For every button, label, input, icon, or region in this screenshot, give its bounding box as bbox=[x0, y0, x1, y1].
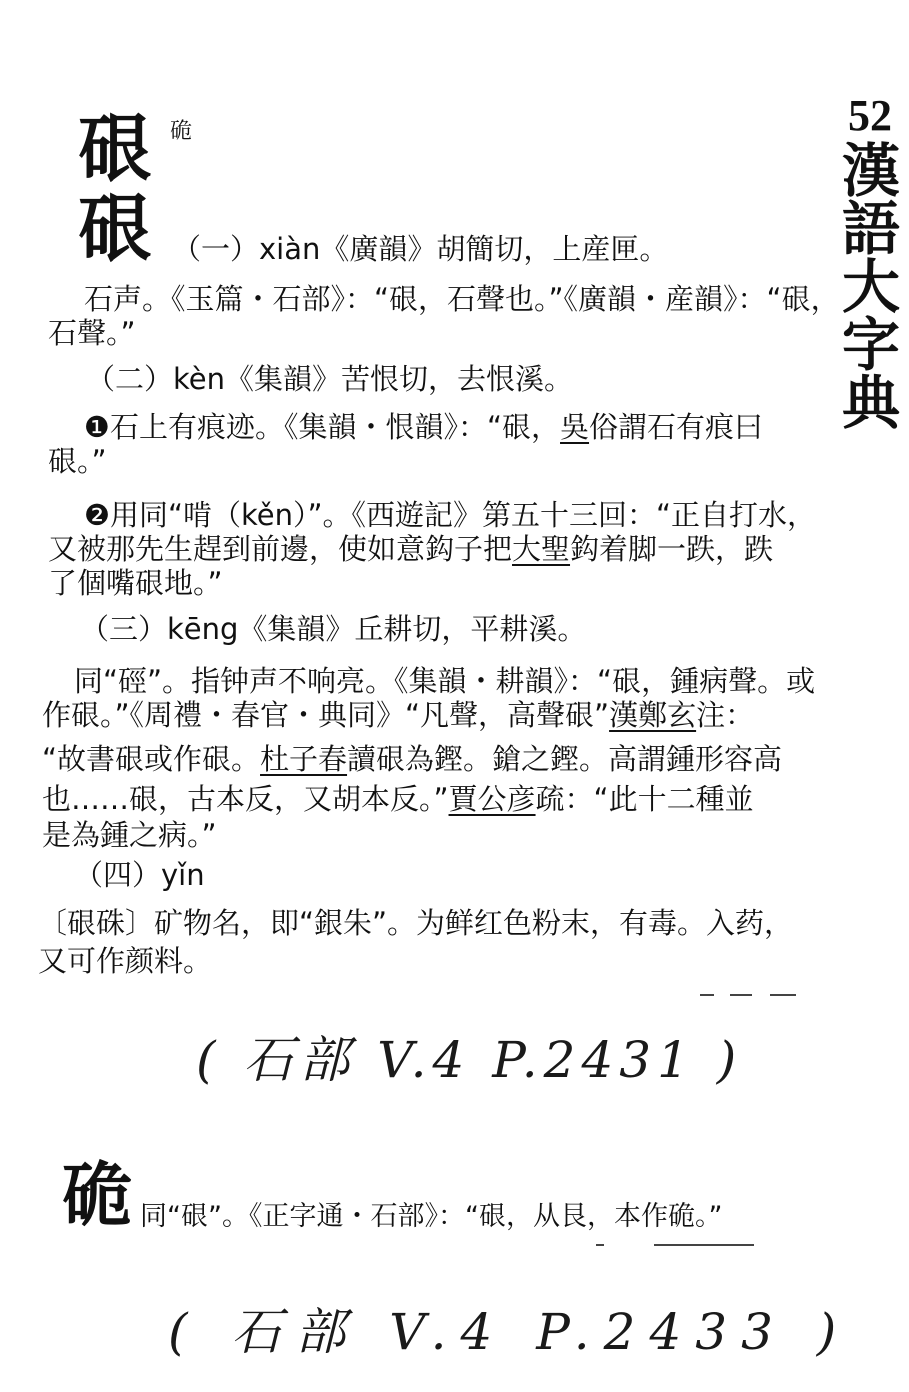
line-13c: 讀硍為鏗。鎗之鏗。高謂鍾形容高 bbox=[347, 742, 783, 776]
name-underlined-du-zichun: 杜子春 bbox=[260, 742, 348, 776]
entry1-line-2: 石声。《玉篇・石部》：“硍，石聲也。”《廣韻・産韻》：“硍， bbox=[84, 282, 840, 316]
entry1-line-7: ❷用同“啃（kěn）”。《西遊記》第五十三回：“正自打水， bbox=[84, 498, 817, 532]
scan-mark bbox=[596, 1244, 604, 1246]
entry1-reading-1: （一）xiàn《廣韻》胡簡切，上産匣。 bbox=[172, 232, 669, 266]
line-8a: 又被那先生趕到前邊，使如意鈎子把 bbox=[48, 532, 513, 566]
entry1-reading-3: （三）kēng《集韻》丘耕切，平耕溪。 bbox=[80, 612, 587, 646]
line-14a: 也……硍，古本反，又胡本反。” bbox=[42, 782, 449, 816]
entry1-head-char: 硍 bbox=[78, 106, 152, 192]
entry2-head-char: 硊 bbox=[62, 1154, 132, 1236]
name-underlined-zheng-xuan: 漢鄭玄 bbox=[609, 698, 697, 732]
line-5a: ❶石上有痕迹。《集韻・恨韻》：“硍， bbox=[84, 410, 561, 444]
entry1-line-6: 硍。” bbox=[48, 444, 107, 478]
entry1-line-18: 又可作颜料。 bbox=[38, 944, 213, 978]
page-number: 52 bbox=[848, 91, 892, 140]
entry1-reading-4: （四）yǐn bbox=[74, 858, 205, 892]
scan-mark bbox=[730, 994, 752, 996]
line-14c: 疏：“此十二種並 bbox=[535, 782, 754, 816]
entry2-definition: 同“硍”。《正字通・石部》：“硍，从艮，本作硊。” bbox=[140, 1201, 723, 1232]
name-underlined-dasheng: 大聖 bbox=[512, 532, 571, 566]
entry1-line-14 bbox=[42, 782, 754, 816]
name-underlined-jia-gongyan: 賈公彦 bbox=[448, 782, 536, 816]
line-12c: 注： bbox=[696, 698, 755, 732]
entry1-line-3: 石聲。” bbox=[48, 316, 136, 350]
line-5c: 俗謂石有痕曰 bbox=[589, 410, 764, 444]
entry1-line-8 bbox=[48, 532, 773, 566]
scan-mark bbox=[700, 994, 714, 996]
handwritten-reference-2: ( 石部 V.4 P.2433 ) bbox=[168, 1303, 851, 1361]
entry1-line-15: 是為鍾之病。” bbox=[42, 818, 217, 852]
dictionary-title: 漢語大字典 bbox=[832, 140, 900, 430]
line-8c: 鈎着脚一跌，跌 bbox=[570, 532, 774, 566]
entry1-line-11: 同“硜”。指钟声不响亮。《集韻・耕韻》：“硍，鍾病聲。或 bbox=[74, 664, 816, 698]
name-underlined-wu: 吳 bbox=[560, 410, 590, 444]
entry1-variant-char: 硍 bbox=[78, 186, 152, 272]
entry1-line-9: 了個嘴硍地。” bbox=[48, 566, 223, 600]
entry1-variant-small: 硊 bbox=[170, 119, 193, 144]
handwritten-reference-1: ( 石部 V.4 P.2431 ) bbox=[196, 1031, 743, 1089]
entry1-reading-2: （二）kèn《集韻》苦恨切，去恨溪。 bbox=[86, 362, 573, 396]
scan-mark bbox=[654, 1244, 754, 1246]
line-12a: 作硍。”《周禮・春官・典同》“凡聲，高聲硍” bbox=[42, 698, 610, 732]
entry1-line-12 bbox=[42, 698, 754, 732]
entry1-line-13 bbox=[42, 742, 782, 776]
entry1-line-17: 〔硍硃〕矿物名，即“銀朱”。为鲜红色粉末，有毒。入药， bbox=[38, 906, 794, 940]
scan-mark bbox=[770, 994, 796, 996]
line-13a: “故書硍或作硍。 bbox=[42, 742, 261, 776]
entry1-line-5 bbox=[84, 410, 763, 444]
